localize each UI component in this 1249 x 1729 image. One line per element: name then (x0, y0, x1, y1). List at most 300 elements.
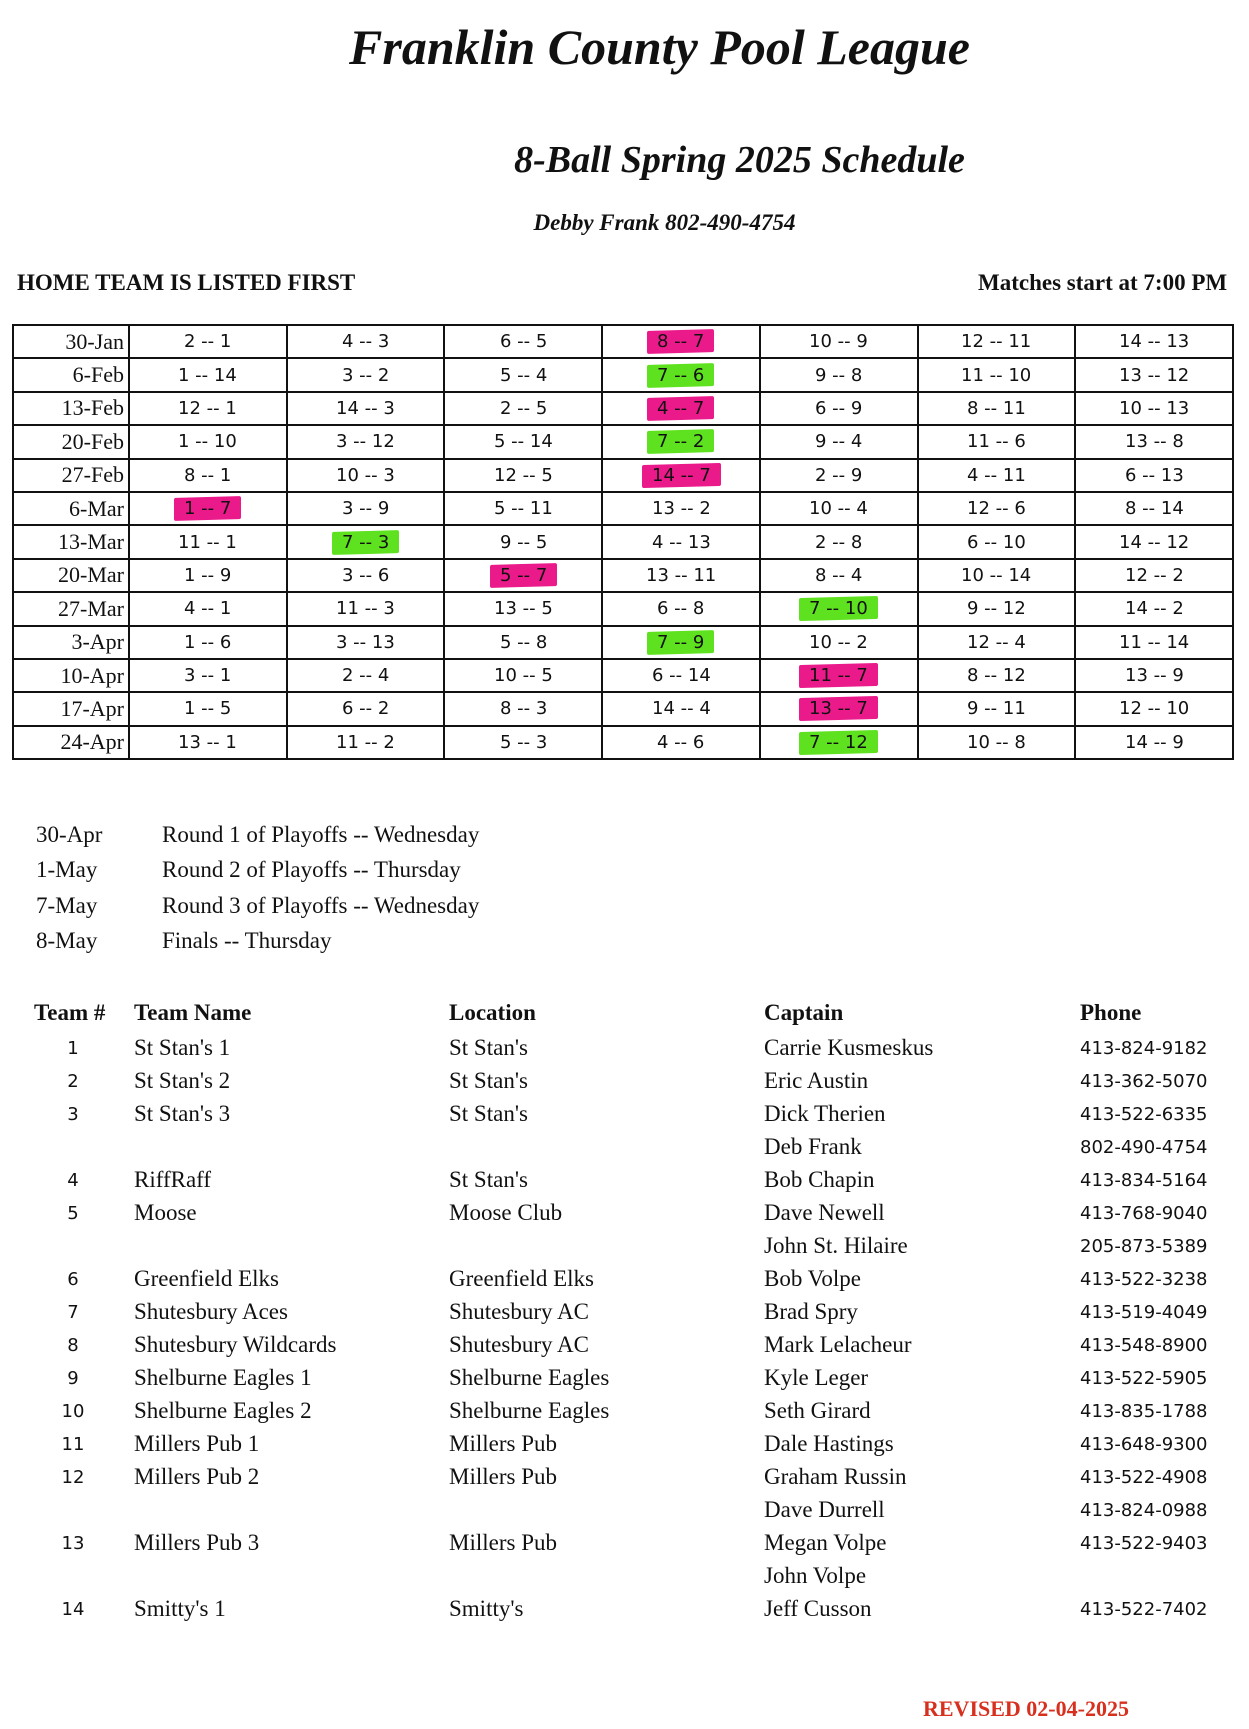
league-title: Franklin County Pool League (349, 19, 970, 75)
match-cell (1075, 592, 1233, 625)
schedule-row (13, 626, 1233, 659)
match-label: 10 -- 13 (1118, 397, 1190, 419)
team-name: Millers Pub 3 (134, 1530, 260, 1555)
match-label: 9 -- 4 (814, 431, 863, 453)
captain-phone: 205-873-5389 (1080, 1236, 1208, 1257)
playoff-date: 8-May (36, 927, 98, 953)
match-label: 1 -- 9 (184, 564, 232, 586)
match (490, 730, 557, 755)
match-label: 1 -- 14 (178, 364, 238, 386)
match-cell (129, 425, 287, 458)
week-date: 17-Apr (13, 692, 129, 725)
week-date: 13-Mar (13, 525, 129, 558)
captain-phone: 413-648-9300 (1080, 1434, 1208, 1455)
team-location: St Stan's (449, 1167, 528, 1192)
match-label: 7 -- 9 (657, 631, 705, 653)
match (332, 496, 399, 521)
match-cell (129, 325, 287, 358)
match-label: 2 -- 1 (184, 331, 232, 353)
match-label: 1 -- 6 (184, 631, 232, 653)
captain-name: Bob Volpe (764, 1266, 861, 1291)
captain-phone: 413-768-9040 (1080, 1203, 1208, 1224)
match (168, 730, 247, 755)
team-number: 7 (67, 1302, 79, 1323)
team-name: Shutesbury Aces (134, 1299, 288, 1324)
match-label: 11 -- 14 (1118, 631, 1190, 653)
match-cell (287, 392, 445, 425)
match-cell (287, 492, 445, 525)
match-cell (444, 358, 602, 391)
match (484, 496, 563, 521)
match-label: 10 -- 9 (809, 331, 869, 353)
playoff-date: 30-Apr (36, 822, 103, 847)
match-cell (1075, 325, 1233, 358)
contact-line: Debby Frank 802-490-4754 (533, 210, 796, 235)
match (957, 529, 1036, 554)
match-label: 1 -- 5 (184, 698, 232, 720)
roster-row (0, 1530, 1249, 1563)
team-number: 13 (61, 1533, 85, 1554)
match-label: 4 -- 6 (657, 731, 705, 753)
match-label: 2 -- 4 (341, 665, 390, 687)
match-label: 8 -- 14 (1124, 498, 1184, 520)
team-name: St Stan's 2 (134, 1068, 231, 1093)
match-label: 6 -- 10 (966, 531, 1026, 553)
match-label: 8 -- 11 (966, 397, 1026, 419)
captain-phone: 413-522-9403 (1080, 1533, 1208, 1554)
start-time-note: Matches start at 7:00 PM (978, 270, 1228, 295)
captain-name: Deb Frank (764, 1134, 862, 1159)
team-location: Shutesbury AC (449, 1299, 589, 1324)
match-label: 14 -- 12 (1118, 531, 1190, 553)
week-date: 20-Mar (13, 559, 129, 592)
match-cell (287, 459, 445, 492)
team-number: 9 (67, 1368, 79, 1389)
team-number (58, 1563, 88, 1566)
team-number: 10 (61, 1401, 85, 1422)
roster-header (0, 1000, 1249, 1035)
match (1115, 663, 1194, 688)
match (957, 630, 1036, 655)
match-label: 14 -- 13 (1118, 331, 1190, 353)
match-cell (129, 559, 287, 592)
captain-name: Brad Spry (764, 1299, 858, 1324)
match-label: 12 -- 5 (493, 464, 553, 486)
match (174, 630, 241, 655)
match-label: 1 -- 7 (184, 498, 232, 520)
match-cell (760, 459, 918, 492)
match (642, 696, 721, 721)
match-label: 6 -- 9 (814, 397, 863, 419)
match (805, 429, 872, 454)
match-label: 13 -- 2 (651, 498, 711, 520)
captain-name: Megan Volpe (764, 1530, 887, 1555)
captain-name: Graham Russin (764, 1464, 907, 1489)
match-cell (760, 726, 918, 759)
match (1109, 329, 1199, 354)
match-label: 8 -- 4 (814, 564, 863, 586)
match-label: 14 -- 4 (651, 698, 711, 720)
match-cell (1075, 659, 1233, 692)
match-cell (760, 626, 918, 659)
schedule-row (13, 592, 1233, 625)
captain-name: John St. Hilaire (764, 1233, 908, 1258)
match-cell (444, 425, 602, 458)
roster-row (0, 1596, 1249, 1629)
match (1109, 696, 1199, 721)
roster-row (0, 1431, 1249, 1464)
match (957, 496, 1036, 521)
match-label: 6 -- 8 (657, 598, 705, 620)
playoff-description: Round 2 of Playoffs -- Thursday (162, 857, 461, 883)
match-cell (129, 392, 287, 425)
match-cell (287, 358, 445, 391)
match-cell (918, 592, 1076, 625)
match-cell (760, 659, 918, 692)
schedule-row (13, 525, 1233, 558)
match (326, 596, 405, 621)
week-date: 3-Apr (13, 626, 129, 659)
week-date: 27-Mar (13, 592, 129, 625)
captain-name: Dave Durrell (764, 1497, 885, 1522)
match (332, 329, 399, 354)
match-cell (602, 459, 760, 492)
team-number: 5 (67, 1203, 79, 1224)
match-label: 11 -- 1 (178, 531, 238, 553)
match-label: 3 -- 2 (341, 364, 390, 386)
match-label: 4 -- 7 (657, 397, 705, 419)
match (805, 530, 872, 555)
match-cell (129, 726, 287, 759)
header-location: Location (449, 1000, 536, 1025)
match (326, 630, 405, 655)
match-label: 3 -- 9 (341, 498, 390, 520)
match-cell (918, 525, 1076, 558)
match-label: 14 -- 2 (1124, 598, 1184, 620)
match-cell (129, 358, 287, 391)
schedule-row (13, 659, 1233, 692)
schedule-row (13, 358, 1233, 391)
match-cell (760, 392, 918, 425)
team-number (58, 1134, 88, 1137)
captain-name: Carrie Kusmeskus (764, 1035, 934, 1060)
match-cell (918, 692, 1076, 725)
schedule-row (13, 459, 1233, 492)
match-cell (129, 592, 287, 625)
home-team-note: HOME TEAM IS LISTED FIRST (17, 270, 356, 295)
match (957, 396, 1036, 421)
captain-phone: 413-522-3238 (1080, 1269, 1208, 1290)
match-cell (760, 358, 918, 391)
highlighted-match (490, 563, 557, 588)
match-label: 7 -- 12 (809, 731, 869, 753)
week-date: 20-Feb (13, 425, 129, 458)
match-cell (918, 358, 1076, 391)
match-label: 5 -- 8 (499, 631, 547, 653)
team-roster (0, 1000, 1249, 1629)
match-label: 7 -- 6 (657, 364, 705, 386)
team-number: 12 (61, 1467, 85, 1488)
schedule-row (13, 392, 1233, 425)
match (174, 663, 241, 688)
schedule-row (13, 492, 1233, 525)
match-label: 5 -- 11 (493, 498, 553, 520)
match-label: 11 -- 2 (336, 731, 395, 753)
match-label: 3 -- 13 (336, 631, 395, 653)
team-name: RiffRaff (134, 1167, 212, 1192)
header-team-name: Team Name (134, 1000, 252, 1025)
match-cell (1075, 525, 1233, 558)
match (174, 697, 241, 722)
roster-row (0, 1464, 1249, 1497)
match-cell (1075, 726, 1233, 759)
team-name: Greenfield Elks (134, 1266, 279, 1291)
match-cell (444, 459, 602, 492)
team-number: 4 (67, 1170, 79, 1191)
match-cell (918, 726, 1076, 759)
captain-phone: 413-519-4049 (1080, 1302, 1208, 1323)
captain-name: Dave Newell (764, 1200, 885, 1225)
match (490, 630, 557, 655)
roster-row (0, 1497, 1249, 1530)
match-label: 12 -- 2 (1124, 564, 1184, 586)
captain-phone: 413-522-6335 (1080, 1104, 1208, 1125)
match-label: 10 -- 2 (809, 631, 869, 653)
match (642, 663, 721, 688)
match (805, 363, 872, 388)
match-label: 7 -- 10 (809, 598, 869, 620)
team-name: Moose (134, 1200, 197, 1225)
match-label: 11 -- 3 (336, 598, 395, 620)
match-cell (602, 425, 760, 458)
captain-name: Jeff Cusson (764, 1596, 872, 1621)
match (957, 596, 1036, 621)
match-label: 7 -- 3 (341, 531, 390, 553)
match-cell (918, 559, 1076, 592)
match-label: 14 -- 9 (1124, 731, 1184, 753)
match-label: 8 -- 1 (184, 464, 232, 486)
match (490, 396, 557, 421)
team-location: Moose Club (449, 1200, 563, 1225)
match-label: 5 -- 3 (499, 731, 547, 753)
match-cell (602, 325, 760, 358)
captain-phone: 413-522-5905 (1080, 1368, 1208, 1389)
match-cell (444, 492, 602, 525)
match (1109, 630, 1199, 655)
roster-row (0, 1167, 1249, 1200)
match (484, 663, 563, 688)
match (636, 563, 726, 588)
match-label: 13 -- 12 (1118, 364, 1190, 386)
match (1115, 463, 1194, 488)
match-cell (760, 692, 918, 725)
match-cell (918, 459, 1076, 492)
match (332, 563, 399, 588)
match-label: 12 -- 10 (1118, 698, 1190, 720)
match (1109, 396, 1199, 421)
match (1115, 429, 1194, 454)
match-cell (444, 659, 602, 692)
match (805, 396, 872, 421)
captain-name: Seth Girard (764, 1398, 871, 1423)
match-label: 13 -- 7 (809, 698, 869, 720)
highlighted-match (799, 696, 878, 721)
match-cell (602, 659, 760, 692)
match-cell (1075, 559, 1233, 592)
match (951, 563, 1041, 588)
match-cell (760, 559, 918, 592)
match-label: 12 -- 1 (178, 397, 238, 419)
match-cell (444, 592, 602, 625)
match (174, 329, 241, 354)
match-cell (287, 425, 445, 458)
match (957, 663, 1036, 688)
match (1115, 496, 1194, 521)
match-cell (444, 525, 602, 558)
match-label: 14 -- 7 (651, 464, 711, 486)
match-cell (129, 459, 287, 492)
match-cell (444, 559, 602, 592)
captain-phone: 413-824-9182 (1080, 1038, 1208, 1059)
match-label: 4 -- 1 (184, 598, 232, 620)
match-cell (287, 559, 445, 592)
highlighted-match (647, 363, 714, 388)
playoff-description: Finals -- Thursday (162, 927, 332, 953)
highlighted-match (647, 630, 714, 655)
match-label: 9 -- 5 (499, 531, 547, 553)
roster-row (0, 1101, 1249, 1134)
match-label: 3 -- 1 (184, 665, 232, 687)
schedule-row (13, 425, 1233, 458)
roster-row (0, 1233, 1249, 1266)
team-name: Shelburne Eagles 1 (134, 1365, 312, 1390)
match-label: 12 -- 6 (966, 498, 1026, 520)
match-label: 8 -- 12 (966, 665, 1026, 687)
match (1109, 362, 1199, 387)
team-location: Smitty's (449, 1596, 524, 1621)
roster-row (0, 1266, 1249, 1299)
match-cell (602, 492, 760, 525)
match-label: 8 -- 3 (499, 698, 547, 720)
match-cell (129, 525, 287, 558)
match-label: 6 -- 2 (341, 698, 390, 720)
match-label: 13 -- 1 (178, 731, 238, 753)
match-label: 3 -- 12 (336, 431, 395, 453)
match (326, 463, 405, 488)
match (647, 596, 714, 621)
team-name: Millers Pub 1 (134, 1431, 260, 1456)
match (805, 563, 872, 588)
team-name: St Stan's 1 (134, 1035, 231, 1060)
match-label: 13 -- 11 (645, 564, 717, 586)
match-label: 2 -- 5 (499, 397, 547, 419)
team-number (58, 1233, 88, 1236)
roster-row (0, 1299, 1249, 1332)
playoff-date: 1-May (36, 857, 98, 883)
captain-name: Mark Lelacheur (764, 1332, 912, 1357)
match (168, 529, 247, 554)
team-name: St Stan's 3 (134, 1101, 231, 1126)
match (799, 329, 878, 354)
match-label: 6 -- 5 (499, 331, 547, 353)
highlighted-match (647, 329, 714, 354)
roster-row (0, 1068, 1249, 1101)
match (168, 363, 247, 388)
match (805, 463, 872, 488)
team-location: St Stan's (449, 1068, 528, 1093)
match (326, 730, 405, 755)
match (490, 363, 557, 388)
match-cell (444, 692, 602, 725)
match (332, 363, 399, 388)
team-location: Millers Pub (449, 1431, 557, 1456)
match-label: 3 -- 6 (341, 564, 390, 586)
match (168, 429, 247, 454)
match-label: 6 -- 14 (651, 665, 711, 687)
match (642, 496, 721, 521)
match-cell (1075, 626, 1233, 659)
match (174, 563, 241, 588)
team-location: Millers Pub (449, 1530, 557, 1555)
match-label: 4 -- 13 (651, 531, 711, 553)
match-cell (444, 392, 602, 425)
team-location: Shelburne Eagles (449, 1398, 610, 1423)
team-name: Shutesbury Wildcards (134, 1332, 337, 1357)
match-label: 13 -- 5 (493, 598, 553, 620)
match-cell (287, 692, 445, 725)
team-location: St Stan's (449, 1035, 528, 1060)
match-label: 11 -- 6 (966, 431, 1026, 453)
match-label: 2 -- 9 (814, 464, 863, 486)
match-cell (918, 392, 1076, 425)
match-cell (918, 626, 1076, 659)
match-cell (602, 392, 760, 425)
match (957, 429, 1036, 454)
match-label: 10 -- 14 (961, 564, 1032, 586)
match-label: 4 -- 3 (341, 331, 390, 353)
team-number: 8 (67, 1335, 79, 1356)
match-cell (602, 692, 760, 725)
match-cell (1075, 459, 1233, 492)
match-cell (602, 358, 760, 391)
team-number: 6 (67, 1269, 79, 1290)
match-cell (287, 325, 445, 358)
match-label: 9 -- 8 (814, 364, 863, 386)
highlighted-match (332, 530, 399, 555)
roster-row (0, 1134, 1249, 1167)
match-cell (602, 626, 760, 659)
match (1109, 529, 1199, 554)
match-label: 4 -- 11 (966, 464, 1026, 486)
match-label: 5 -- 14 (493, 431, 553, 453)
captain-name: Eric Austin (764, 1068, 869, 1093)
match-cell (760, 525, 918, 558)
match-cell (287, 525, 445, 558)
captain-phone: 802-490-4754 (1080, 1137, 1208, 1158)
captain-phone: 413-834-5164 (1080, 1170, 1208, 1191)
match-cell (129, 492, 287, 525)
match-cell (1075, 392, 1233, 425)
match-cell (1075, 492, 1233, 525)
week-date: 24-Apr (13, 726, 129, 759)
schedule-row (13, 726, 1233, 759)
match (484, 463, 563, 488)
team-number: 14 (61, 1599, 85, 1620)
match-cell (287, 626, 445, 659)
match (1115, 563, 1194, 588)
roster-row (0, 1398, 1249, 1431)
match-label: 10 -- 5 (493, 665, 553, 687)
